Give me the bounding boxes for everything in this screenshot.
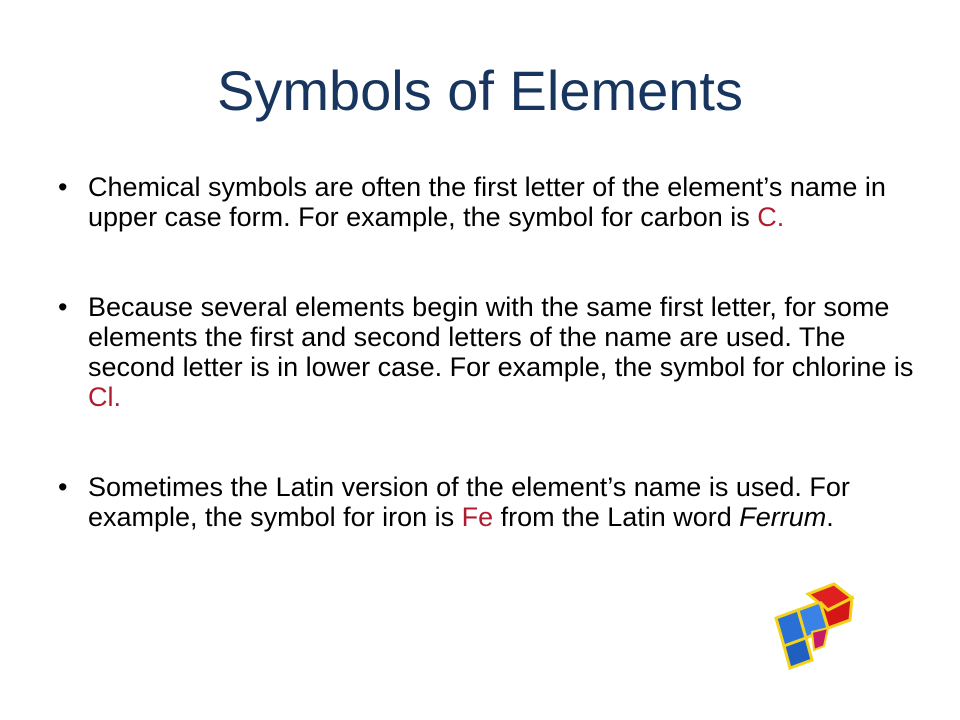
logo-face-magenta — [812, 628, 828, 650]
bullet-text-end: . — [826, 502, 834, 532]
element-symbol: Fe — [461, 502, 494, 532]
bullet-glyph: • — [58, 172, 68, 202]
molecule-model-icon — [768, 580, 858, 670]
element-symbol: Cl. — [88, 382, 121, 412]
bullet-item-2 — [56, 292, 916, 412]
bullet-text-continued: from the Latin word — [493, 502, 740, 532]
element-symbol: C. — [757, 202, 785, 232]
bullet-list — [56, 172, 916, 592]
bullet-text: Because several elements begin with the same first letter, for some elements the first and second letters of the name are used. The second letter is in lower case. For example, the symbol for chlorine is — [88, 292, 914, 382]
bullet-item-1 — [56, 172, 916, 232]
latin-word: Ferrum — [739, 502, 827, 532]
bullet-glyph: • — [58, 292, 68, 322]
slide-title: Symbols of Elements — [217, 59, 743, 122]
bullet-text: Chemical symbols are often the first letter of the element’s name in upper case form. For example, the symbol for carbon is — [88, 172, 886, 232]
bullet-glyph: • — [58, 472, 68, 502]
bullet-item-3 — [56, 472, 916, 532]
bullet-text: Sometimes the Latin version of the element’s name is used. For example, the symbol for iron is — [88, 472, 850, 532]
